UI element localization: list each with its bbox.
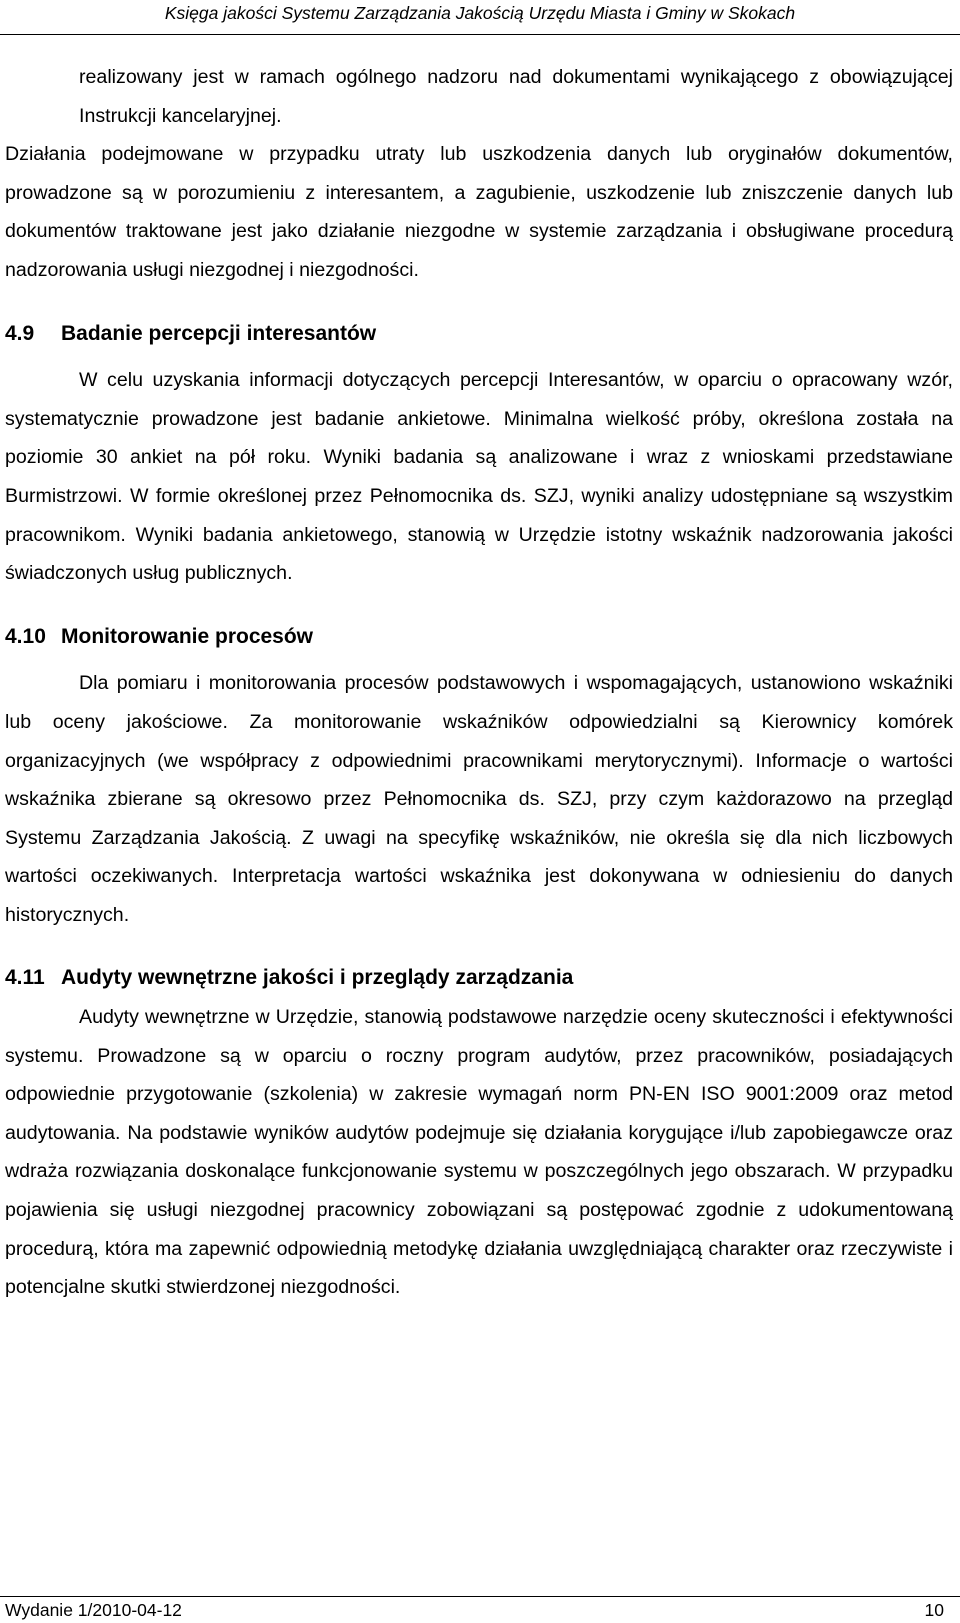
section-heading-4-9 [5,315,953,354]
edition-label: Wydanie 1/2010-04-12 [5,1600,182,1620]
section-body-4-10: Dla pomiaru i monitorowania procesów podstawowych i wspomagających, ustanowiono wskaźniki lub oceny jakościowe. Za monitorowanie wskaźników odpowiedzialni są Kierownicy komórek organizacyjnych (we współpracy z odpowiednimi pracownikami merytorycznymi). Informacje o wartości wskaźnika zbierane są okresowo przez Pełnomocnika ds. SZJ, przy czym każdorazowo na przegląd Systemu Zarządzania Jakością. Z uwagi na specyfikę wskaźników, nie określa się dla nich liczbowych wartości oczekiwanych. Interpretacja wartości wskaźnika jest dokonywana w odniesieniu do danych historycznych. [5,672,953,926]
document-title: Księga jakości Systemu Zarządzania Jakością Urzędu Miasta i Gminy w Skokach [164,3,796,23]
section-title: Audyty wewnętrzne jakości i przeglądy zarządzania [61,966,574,990]
section-body-4-9: W celu uzyskania informacji dotyczących percepcji Interesantów, w oparciu o opracowany wzór, systematycznie prowadzone jest badanie ankietowe. Minimalna wielkość próby, określona została na poziomie 30 ankiet na pół roku. Wyniki badania są analizowane i wraz z wnioskami przedstawiane Burmistrzowi. W formie określonej przez Pełnomocnika ds. SZJ, wyniki analizy udostępniane są wszystkim pracownikom. Wyniki badania ankietowego, stanowią w Urzędzie istotny wskaźnik nadzorowania jakości świadczonych usług publicznych. [5,369,953,585]
page-footer [0,1596,960,1623]
intro-continuation: realizowany jest w ramach ogólnego nadzoru nad dokumentami wynikającego z obowiązującej Instrukcji kancelaryjnej. [79,66,953,127]
intro-paragraph: Działania podejmowane w przypadku utraty lub uszkodzenia danych lub oryginałów dokumentów, prowadzone są w porozumieniu z interesantem, a zagubienie, uszkodzenie lub zniszczenie danych lub dokumentów traktowane jest jako działanie niezgodne w systemie zarządzania i obsługiwane procedurą nadzorowania usługi niezgodnej i niezgodności. [5,143,953,281]
page-header [0,0,960,35]
section-heading-4-11 [5,959,953,998]
section-number: 4.10 [5,624,46,648]
section-title: Badanie percepcji interesantów [61,321,377,345]
document-body [5,58,953,1307]
page-number: 10 [924,1600,944,1620]
section-body-4-11: Audyty wewnętrzne w Urzędzie, stanowią podstawowe narzędzie oceny skuteczności i efektywności systemu. Prowadzone są w oparciu o roczny program audytów, przez pracowników, posiadających odpowiednie przygotowanie (szkolenia) w zakresie wymagań norm PN-EN ISO 9001:2009 oraz metod audytowania. Na podstawie wyników audytów podejmuje się działania korygujące i/lub zapobiegawcze oraz wdraża rozwiązania doskonalące funkcjonowanie systemu w poszczególnych jego obszarach. W przypadku pojawienia się usługi niezgodnej pracownicy zobowiązani są postępować zgodnie z udokumentowaną procedurą, która ma zapewnić odpowiednią metodykę działania uwzględniającą charakter oraz rzeczywiste i potencjalne skutki stwierdzonej niezgodności. [5,1006,953,1299]
section-heading-4-10 [5,618,953,657]
section-number: 4.11 [5,966,45,990]
section-title: Monitorowanie procesów [61,624,314,648]
section-number: 4.9 [5,321,35,345]
